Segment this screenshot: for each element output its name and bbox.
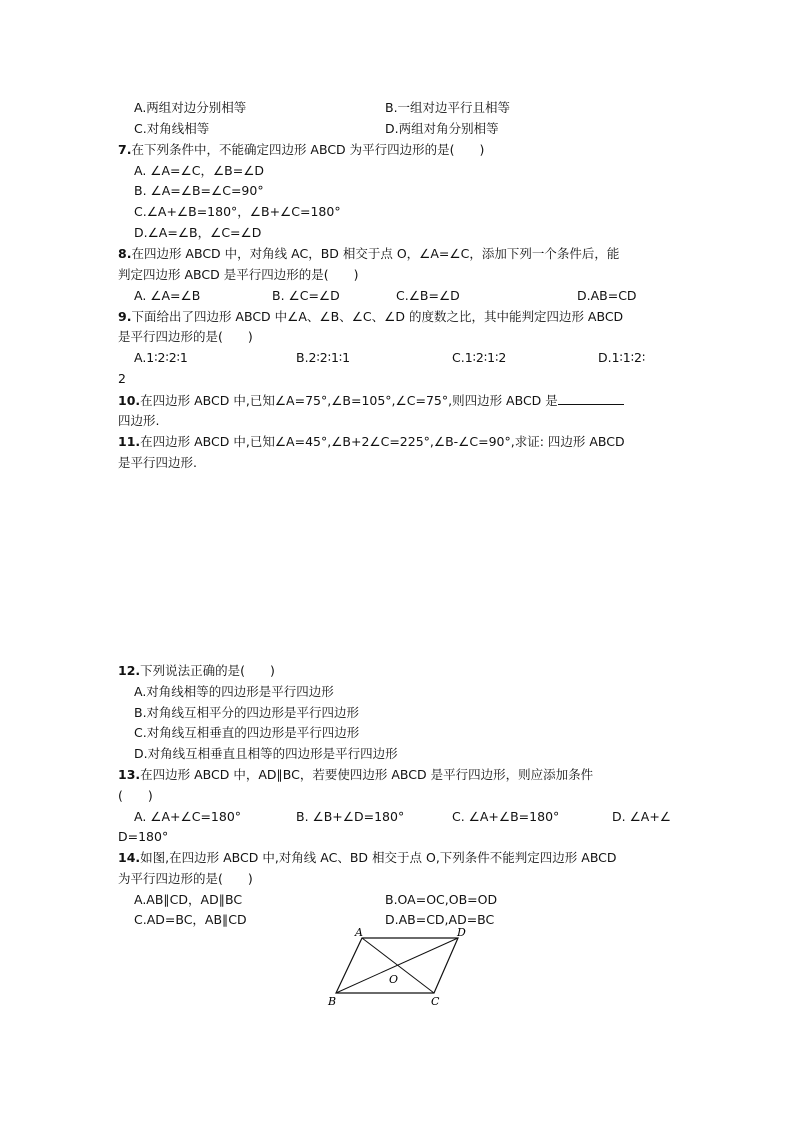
q7-option-c: C.∠A+∠B=180°，∠B+∠C=180° xyxy=(134,204,341,219)
q13-option-a: A. ∠A+∠C=180° xyxy=(134,809,242,824)
q7-number: 7. xyxy=(118,142,132,157)
q6-option-a: A.两组对边分别相等 xyxy=(134,100,247,115)
vertex-label-d: D xyxy=(457,926,466,939)
q11-stem-line-1 xyxy=(118,434,625,450)
q7-option-b: B. ∠A=∠B=∠C=90° xyxy=(134,183,264,198)
q13-stem-1: 在四边形 ABCD 中，AD∥BC，若要使四边形 ABCD 是平行四边形，则应添加条件 xyxy=(140,767,594,782)
q10-stem-line-2: 四边形. xyxy=(118,413,160,428)
q13-stem-line-1 xyxy=(118,767,593,783)
vertex-label-a: A xyxy=(355,926,363,939)
q8-number: 8. xyxy=(118,246,132,261)
q12-option-c: C.对角线互相垂直的四边形是平行四边形 xyxy=(134,725,360,740)
parallelogram-figure xyxy=(320,926,480,1012)
q6-option-c: C.对角线相等 xyxy=(134,121,210,136)
q14-option-d: D.AB=CD,AD=BC xyxy=(385,912,495,927)
q12-option-a: A.对角线相等的四边形是平行四边形 xyxy=(134,684,334,699)
q7-option-d: D.∠A=∠B，∠C=∠D xyxy=(134,225,262,240)
q8-option-a: A. ∠A=∠B xyxy=(134,288,201,303)
q8-option-b: B. ∠C=∠D xyxy=(272,288,340,303)
q8-option-d: D.AB=CD xyxy=(577,288,637,303)
q12-option-d: D.对角线互相垂直且相等的四边形是平行四边形 xyxy=(134,746,398,761)
q9-option-d-continued: 2 xyxy=(118,371,126,386)
q14-stem-line-2: 为平行四边形的是( ) xyxy=(118,871,253,886)
q9-option-b: B.2∶2∶1∶1 xyxy=(296,350,351,365)
q9-option-c: C.1∶2∶1∶2 xyxy=(452,350,507,365)
q14-option-b: B.OA=OC,OB=OD xyxy=(385,892,498,907)
q13-option-d: D. ∠A+∠ xyxy=(612,809,672,824)
q7-option-a: A. ∠A=∠C，∠B=∠D xyxy=(134,163,265,178)
q12-number: 12. xyxy=(118,663,141,678)
q7-stem-line xyxy=(118,142,484,158)
q14-stem-1: 如图,在四边形 ABCD 中,对角线 AC、BD 相交于点 O,下列条件不能判定四边形 ABCD xyxy=(140,850,617,865)
q6-option-d: D.两组对角分别相等 xyxy=(385,121,499,136)
center-label-o: O xyxy=(389,973,399,986)
q12-stem-line xyxy=(118,663,275,679)
q14-number: 14. xyxy=(118,850,141,865)
q9-number: 9. xyxy=(118,309,132,324)
q8-stem-1: 在四边形 ABCD 中，对角线 AC，BD 相交于点 O，∠A=∠C，添加下列一个条件后，能 xyxy=(131,246,620,261)
q8-stem-line-2: 判定四边形 ABCD 是平行四边形的是( ) xyxy=(118,267,359,282)
q13-option-d-continued: D=180° xyxy=(118,829,169,844)
q10-answer-blank[interactable] xyxy=(558,392,624,405)
q9-stem-1: 下面给出了四边形 ABCD 中∠A、∠B、∠C、∠D 的度数之比，其中能判定四边形 ABCD xyxy=(131,309,624,324)
vertex-label-c: C xyxy=(431,995,440,1008)
q8-option-c: C.∠B=∠D xyxy=(396,288,460,303)
q11-number: 11. xyxy=(118,434,141,449)
q9-stem-line-2: 是平行四边形的是( ) xyxy=(118,329,253,344)
q10-stem-line-1 xyxy=(118,392,624,408)
q14-option-c: C.AD=BC，AB∥CD xyxy=(134,912,247,927)
q7-stem: 在下列条件中，不能确定四边形 ABCD 为平行四边形的是( ) xyxy=(131,142,485,157)
q9-stem-line-1 xyxy=(118,309,623,325)
q13-number: 13. xyxy=(118,767,141,782)
q12-stem: 下列说法正确的是( ) xyxy=(140,663,275,678)
q14-option-a: A.AB∥CD，AD∥BC xyxy=(134,892,243,907)
q6-option-b: B.一组对边平行且相等 xyxy=(385,100,511,115)
vertex-label-b: B xyxy=(328,995,337,1008)
q10-number: 10. xyxy=(118,393,141,408)
q9-option-a: A.1∶2∶2∶1 xyxy=(134,350,188,365)
q8-stem-line-1 xyxy=(118,246,619,262)
q11-stem-line-2: 是平行四边形. xyxy=(118,455,197,470)
q10-stem-1: 在四边形 ABCD 中,已知∠A=75°,∠B=105°,∠C=75°,则四边形 ABCD 是 xyxy=(140,393,558,408)
q12-option-b: B.对角线互相平分的四边形是平行四边形 xyxy=(134,705,360,720)
q13-option-c: C. ∠A+∠B=180° xyxy=(452,809,560,824)
q13-stem-line-2: ( ) xyxy=(118,788,153,803)
q11-stem-1: 在四边形 ABCD 中,已知∠A=45°,∠B+2∠C=225°,∠B-∠C=90°,求证: 四边形 ABCD xyxy=(140,434,625,449)
q9-option-d: D.1∶1∶2∶ xyxy=(598,350,646,365)
q14-stem-line-1 xyxy=(118,850,617,866)
q13-option-b: B. ∠B+∠D=180° xyxy=(296,809,405,824)
